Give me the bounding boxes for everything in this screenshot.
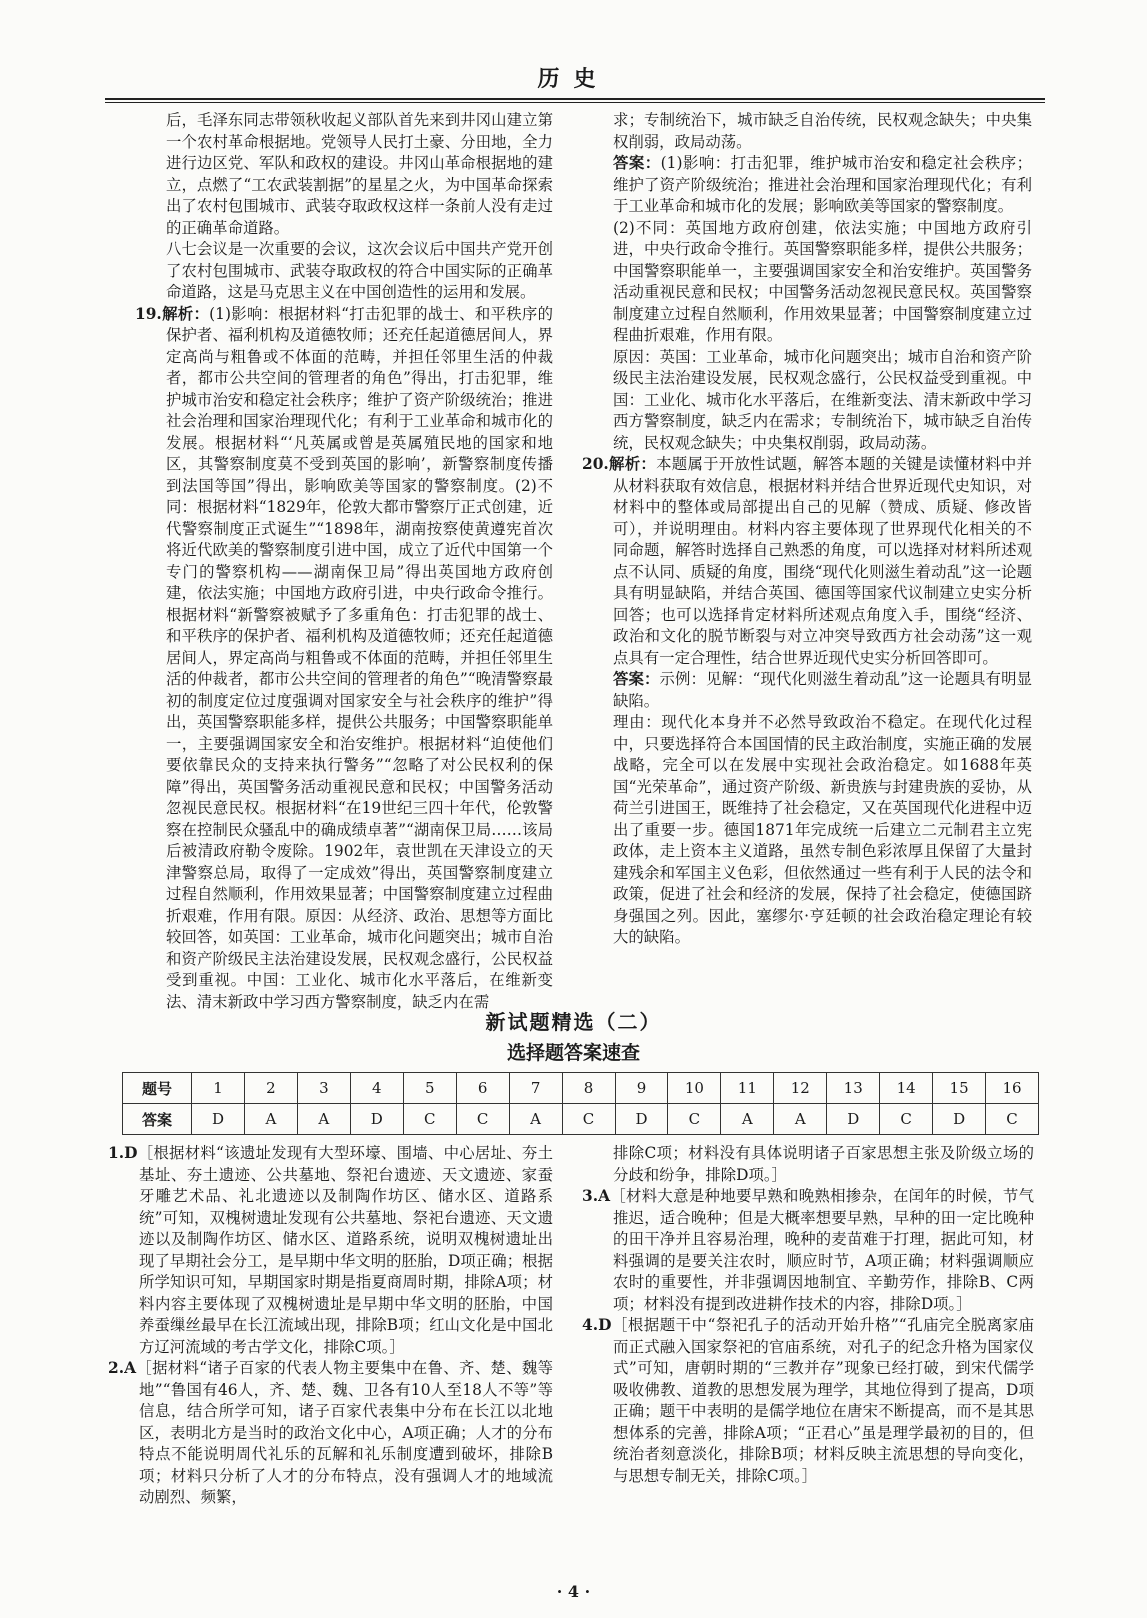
question-number-cell: 13 [827, 1073, 880, 1104]
page-header-title: 历史 [537, 66, 610, 92]
question-number-cell: 1 [192, 1073, 245, 1104]
paragraph [582, 1186, 1034, 1315]
question-number-cell: 7 [509, 1073, 562, 1104]
question-number-cell: 10 [668, 1073, 721, 1104]
left-column-upper [135, 110, 553, 1013]
paragraph-label: 答案： [613, 670, 660, 688]
paragraph [108, 1358, 553, 1509]
right-column-upper [582, 110, 1032, 949]
paragraph [582, 454, 1032, 669]
paragraph-label: 2.A [108, 1359, 137, 1377]
answer-key-cell: A [297, 1104, 350, 1135]
question-number-cell: 16 [986, 1073, 1039, 1104]
paragraph [582, 1315, 1034, 1487]
paragraph-text: 本题属于开放性试题，解答本题的关键是读懂材料中并从材料获取有效信息，根据材料并结合世界近现代史知识，对材料中的整体或局部提出自己的见解（赞成、质疑、修改皆可），并说明理由。材料内容主要体现了世界现代化相关的不同命题，解答时选择自己熟悉的角度，可以选择对材料所述观点不认同、质疑的角度，围绕“现代化则滋生着动乱”这一论题具有明显缺陷，并结合英国、德国等国家代议制建立史实分析回答；也可以选择肯定材料所述观点角度入手，围绕“经济、政治和文化的脱节断裂与对立冲突导致西方社会动荡”这一观点具有一定合理性，结合世界近现代史实分析回答即可。 [613, 455, 1032, 667]
paragraph-text: 原因：英国：工业革命，城市化问题突出；城市自治和资产阶级民主法治建设发展，民权观念盛行，公民权益受到重视。中国：工业化、城市化水平落后，在维新变法、清末新政中学习西方警察制度，缺乏内在需求；专制统治下，城市缺乏自治传统，民权观念缺失；中央集权削弱，政局动荡。 [613, 347, 1032, 452]
answer-key-cell: C [668, 1104, 721, 1135]
paragraph-text: ［据材料“诸子百家的代表人物主要集中在鲁、齐、楚、魏等地”“鲁国有46人，齐、楚、魏、卫各有10人至18人不等”等信息，结合所学可知，诸子百家代表集中分布在长江以北地区，表明北方是当时的政治文化中心，A项正确；人才的分布特点不能说明周代礼乐的瓦解和礼乐制度遭到破坏，排除B项；材料只分析了人才的分布特点，没有强调人才的地域流动剧烈、频繁， [136, 1359, 553, 1506]
answer-key-cell: C [456, 1104, 509, 1135]
answer-key-cell: C [403, 1104, 456, 1135]
section-subtitle: 选择题答案速查 [506, 1042, 640, 1064]
answer-table [122, 1072, 1039, 1135]
paragraph [582, 218, 1032, 347]
question-number-cell: 15 [933, 1073, 986, 1104]
header-rule-thin [105, 102, 1045, 103]
answer-key-cell: D [933, 1104, 986, 1135]
paragraph-text: 理由：现代化本身并不必然导致政治不稳定。在现代化过程中，只要选择符合本国国情的民主政治制度，实施正确的发展战略，完全可以在发展中实现社会政治稳定。如1688年英国“光荣革命”，通过资产阶级、新贵族与封建贵族的妥协，从荷兰引进国王，既维持了社会稳定，又在英国现代化进程中迈出了重要一步。德国1871年完成统一后建立二元制君主立宪政体，走上资本主义道路，虽然专制色彩浓厚且保留了大量封建残余和军国主义色彩，但依然通过一些有利于人民的法令和政策，促进了社会和经济的发展，保持了社会稳定，使德国跻身强国之列。因此，塞缪尔·亨廷顿的社会政治稳定理论有较大的缺陷。 [613, 713, 1032, 946]
paragraph [582, 347, 1032, 455]
question-number-cell: 2 [244, 1073, 297, 1104]
answer-key-cell: D [827, 1104, 880, 1135]
paragraph [582, 1143, 1034, 1186]
paragraph-label: 答案： [613, 154, 661, 172]
answer-key-cell: D [615, 1104, 668, 1135]
paragraph-text: 求；专制统治下，城市缺乏自治传统，民权观念缺失；中央集权削弱，政局动荡。 [613, 111, 1032, 151]
answer-table-row-label: 答案 [123, 1104, 192, 1135]
question-number-cell: 5 [403, 1073, 456, 1104]
paragraph-label: 1.D [108, 1144, 138, 1162]
paragraph-text: 示例：见解：“现代化则滋生着动乱”这一论题具有明显缺陷。 [613, 670, 1032, 710]
question-number-cell: 12 [774, 1073, 827, 1104]
answer-table-row-label: 题号 [123, 1073, 192, 1104]
paragraph-text: ［根据材料“该遗址发现有大型环壕、围墙、中心居址、夯土基址、夯土遗迹、公共墓地、祭祀台遗迹、天文遗迹、家蚕牙雕艺术品、礼北遗迹以及制陶作坊区、储水区、道路系统”可知，双槐树遗址发现有公共墓地、祭祀台遗迹、天文遗迹以及制陶作坊区、储水区、道路系统，说明双槐树遗址出现了早期社会分工，是早期中华文明的胚胎，D项正确；根据所学知识可知，早期国家时期是指夏商周时期，排除A项；材料内容主要体现了双槐树遗址是早期中华文明的胚胎，中国养蚕缫丝最早在长江流域出现，排除B项；红山文化是中国北方辽河流域的考古学文化，排除C项。］ [137, 1144, 553, 1356]
paragraph [135, 110, 553, 239]
paragraph [582, 153, 1032, 218]
left-column-lower [108, 1143, 553, 1509]
right-column-lower [582, 1143, 1034, 1487]
question-number-cell: 8 [562, 1073, 615, 1104]
question-number-cell: 14 [880, 1073, 933, 1104]
question-number-cell: 11 [721, 1073, 774, 1104]
paragraph [135, 304, 553, 1014]
paragraph-label: 20.解析： [582, 455, 657, 473]
question-number-cell: 3 [297, 1073, 350, 1104]
answer-table-number-row [123, 1073, 1039, 1104]
paragraph-text: (1)影响：打击犯罪，维护城市治安和稳定社会秩序；维护了资产阶级统治；推进社会治理和国家治理现代化；有利于工业革命和城市化的发展；影响欧美等国家的警察制度。 [613, 154, 1032, 215]
paragraph-text: ［根据题干中“祭祀孔子的活动开始升格”“孔庙完全脱离家庙而正式融入国家祭祀的官庙系统，对孔子的纪念升格为国家仪式”可知，唐朝时期的“三教并存”现象已经打破，到宋代儒学吸收佛教、道教的思想发展为理学，其地位得到了提高，D项正确；题干中表明的是儒学地位在唐宋不断提高，而不是其思想体系的完善，排除A项；“正君心”虽是理学最初的目的，但统治者刻意淡化，排除B项；材料反映主流思想的导向变化，与思想专制无关，排除C项。］ [611, 1316, 1034, 1485]
answer-key-cell: A [244, 1104, 297, 1135]
answer-key-cell: C [562, 1104, 615, 1135]
answer-key-cell: D [192, 1104, 245, 1135]
answer-key-cell: A [774, 1104, 827, 1135]
question-number-cell: 4 [350, 1073, 403, 1104]
paragraph-text: 八七会议是一次重要的会议，这次会议后中国共产党开创了农村包围城市、武装夺取政权的符合中国实际的正确革命道路，这是马克思主义在中国创造性的运用和发展。 [166, 240, 553, 301]
paragraph-text: (1)影响：根据材料“打击犯罪的战士、和平秩序的保护者、福利机构及道德牧师；还充任起道德居间人，界定高尚与粗鲁或不体面的范畴，并担任邻里生活的仲裁者，都市公共空间的管理者的角色”得出，打击犯罪，维护城市治安和稳定社会秩序；维护了资产阶级统治；推进社会治理和国家治理现代化；有利于工业革命和城市化的发展。根据材料“‘凡英属或曾是英属殖民地的国家和地区，其警察制度莫不受到英国的影响’，新警察制度传播到法国等国”得出，影响欧美等国家的警察制度。(2)不同：根据材料“1829年，伦敦大都市警察厅正式创建，近代警察制度正式诞生”“1898年，湖南按察使黄遵宪首次将近代欧美的警察制度引进中国，成立了近代中国第一个专门的警察机构——湖南保卫局”得出英国地方政府创建，依法实施；中国地方政府引进，中央行政命令推行。根据材料“新警察被赋予了多重角色：打击犯罪的战士、和平秩序的保护者、福利机构及道德牧师；还充任起道德居间人，界定高尚与粗鲁或不体面的范畴，并担任邻里生活的仲裁者，都市公共空间的管理者的角色”“晚清警察最初的制度定位过度强调对国家安全与社会秩序的维护”得出，英国警察职能多样，提供公共服务；中国警察职能单一，主要强调国家安全和治安维护。根据材料“迫使他们要依靠民众的支持来执行警务”“忽略了对公民权利的保障”得出，英国警务活动重视民意和民权；中国警务活动忽视民意民权。根据材料“在19世纪三四十年代，伦敦警察在控制民众骚乱中的确成绩卓著”“湖南保卫局……该局后被清政府勒令废除。1902年，袁世凯在天津设立的天津警察总局，取得了一定成效”得出，英国警察制度建立过程自然顺利，作用效果显著；中国警察制度建立过程曲折艰难，作用有限。原因：从经济、政治、思想等方面比较回答，如英国：工业革命，城市化问题突出；城市自治和资产阶级民主法治建设发展，民权观念盛行，公民权益受到重视。中国：工业化、城市化水平落后，在维新变法、清末新政中学习西方警察制度，缺乏内在需 [166, 304, 554, 1011]
paragraph-label: 3.A [582, 1187, 611, 1205]
paragraph-text: (2)不同：英国地方政府创建，依法实施；中国地方政府引进，中央行政命令推行。英国警察职能多样，提供公共服务；中国警察职能单一，主要强调国家安全和治安维护。英国警务活动重视民意和民权；中国警务活动忽视民意民权。英国警察制度建立过程自然顺利，作用效果显著；中国警察制度建立过程曲折艰难，作用有限。 [613, 218, 1032, 344]
paragraph [135, 239, 553, 304]
paragraph [582, 712, 1032, 949]
paragraph [582, 669, 1032, 712]
paragraph [108, 1143, 553, 1358]
paragraph-text: 排除C项；材料没有具体说明诸子百家思想主张及阶级立场的分歧和纷争，排除D项。］ [613, 1144, 1034, 1184]
answer-key-cell: C [986, 1104, 1039, 1135]
page-number: · 4 · [556, 1582, 591, 1601]
answer-key-cell: D [350, 1104, 403, 1135]
section-title: 新试题精选（二） [485, 1010, 662, 1034]
question-number-cell: 9 [615, 1073, 668, 1104]
paragraph-label: 19.解析： [135, 304, 210, 323]
paragraph-label: 4.D [582, 1316, 612, 1334]
paragraph [582, 110, 1032, 153]
answer-key-cell: A [509, 1104, 562, 1135]
answer-table-answer-row [123, 1104, 1039, 1135]
question-number-cell: 6 [456, 1073, 509, 1104]
answer-key-cell: A [721, 1104, 774, 1135]
answer-key-cell: C [880, 1104, 933, 1135]
paragraph-text: 后，毛泽东同志带领秋收起义部队首先来到井冈山建立第一个农村革命根据地。党领导人民打土豪、分田地，全力进行边区党、军队和政权的建设。井冈山革命根据地的建立，点燃了“工农武装割据”的星星之火，为中国革命探索出了农村包围城市、武装夺取政权这样一条前人没有走过的正确革命道路。 [166, 111, 553, 237]
header-rule-thick [105, 98, 1045, 100]
paragraph-text: ［材料大意是种地要早熟和晚熟相掺杂，在闰年的时候，节气推迟，适合晚种；但是大概率想要早熟，早种的田一定比晚种的田干净并且容易治理，晚种的麦苗难于打理，据此可知，材料强调的是要关注农时，顺应时节，A项正确；材料强调顺应农时的重要性，并非强调因地制宜、辛勤劳作，排除B、C两项；材料没有提到改进耕作技术的内容，排除D项。］ [610, 1187, 1034, 1313]
